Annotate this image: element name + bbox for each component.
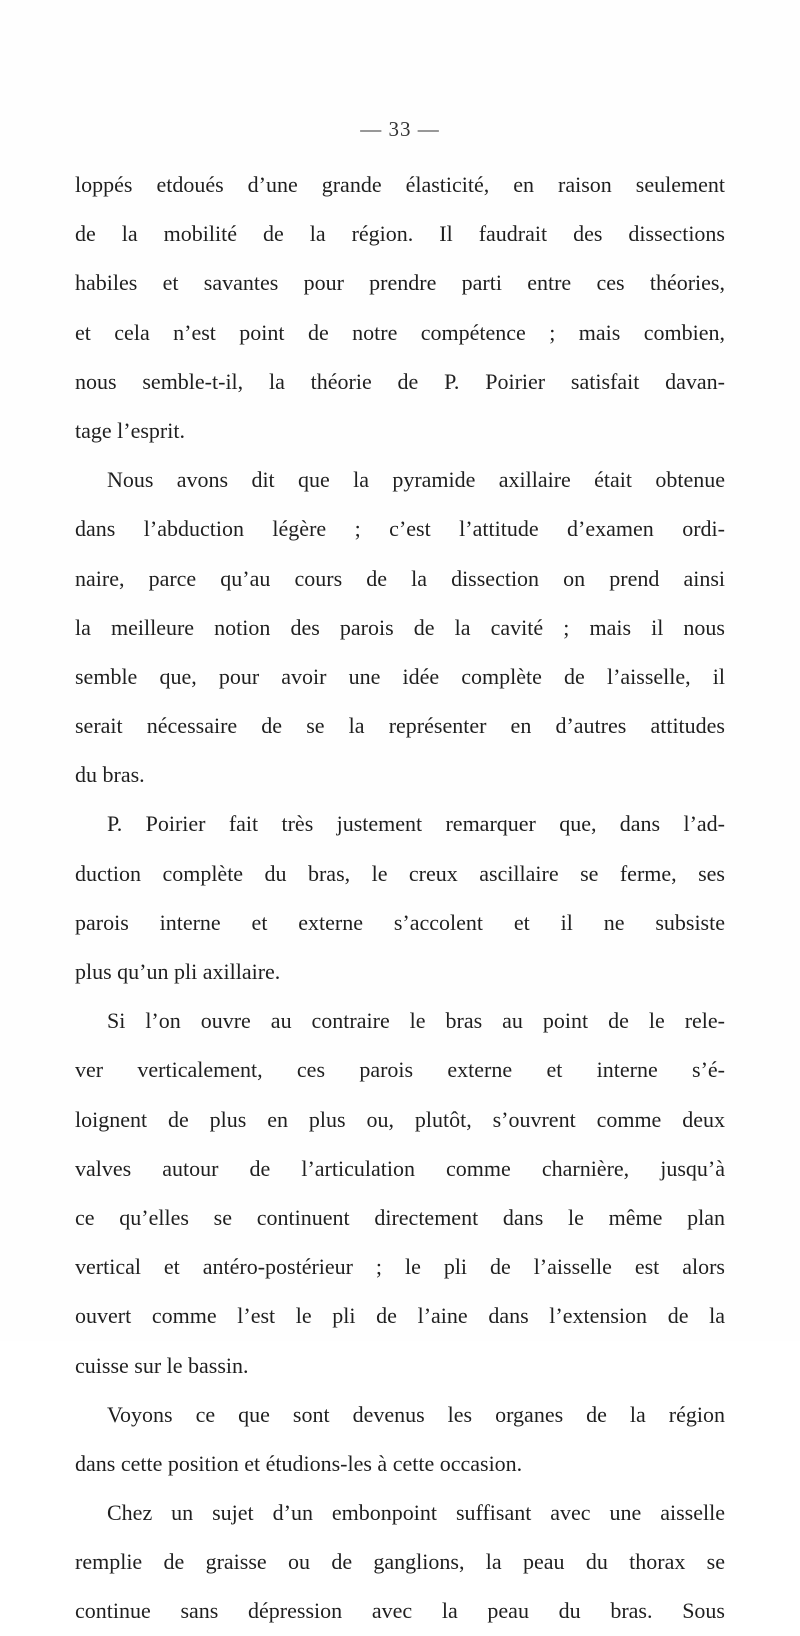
text-line: naire, parce qu’au cours de la dissection on prend ainsi	[75, 565, 725, 591]
text-line: ouvert comme l’est le pli de l’aine dans l’extension de la	[75, 1303, 725, 1329]
text-line: nous semble-t-il, la théorie de P. Poirier satisfait davan-	[75, 368, 725, 394]
text-line: semble que, pour avoir une idée complète de l’aisselle, il	[75, 663, 725, 689]
text-line: habiles et savantes pour prendre parti entre ces théories,	[75, 270, 725, 296]
text-line: P. Poirier fait très justement remarquer que, dans l’ad-	[107, 811, 725, 837]
body-text	[75, 160, 725, 1636]
page-number: — 33 —	[360, 117, 440, 141]
text-line: ver verticalement, ces parois externe et interne s’é-	[75, 1057, 725, 1083]
text-line: la meilleure notion des parois de la cavité ; mais il nous	[75, 614, 725, 640]
text-line: cuisse sur le bassin.	[75, 1352, 249, 1378]
text-line: ce qu’elles se continuent directement dans le même plan	[75, 1204, 725, 1230]
text-line: remplie de graisse ou de ganglions, la peau du thorax se	[75, 1549, 725, 1575]
text-line: dans l’abduction légère ; c’est l’attitude d’examen ordi-	[75, 516, 725, 542]
text-line: dans cette position et étudions-les à cette occasion.	[75, 1450, 523, 1476]
text-line: Si l’on ouvre au contraire le bras au point de le rele-	[107, 1008, 725, 1034]
text-line: loppés etdoués d’une grande élasticité, en raison seulement	[75, 172, 725, 197]
text-line: duction complète du bras, le creux ascillaire se ferme, ses	[75, 860, 725, 886]
text-line: Chez un sujet d’un embonpoint suffisant avec une aisselle	[107, 1500, 725, 1526]
text-line: plus qu’un pli axillaire.	[75, 959, 281, 984]
text-line: Voyons ce que sont devenus les organes de la région	[107, 1401, 725, 1427]
text-line: vertical et antéro-postérieur ; le pli de l’aisselle est alors	[75, 1254, 725, 1280]
text-line: Nous avons dit que la pyramide axillaire était obtenue	[107, 467, 725, 493]
text-line: loignent de plus en plus ou, plutôt, s’ouvrent comme deux	[75, 1106, 725, 1132]
text-line: et cela n’est point de notre compétence ; mais combien,	[75, 319, 725, 345]
text-line: valves autour de l’articulation comme charnière, jusqu’à	[75, 1155, 725, 1181]
text-line: tage l’esprit.	[75, 417, 185, 443]
text-line: continue sans dépression avec la peau du bras. Sous	[75, 1598, 725, 1624]
text-line: de la mobilité de la région. Il faudrait des dissections	[75, 221, 725, 247]
text-line: serait nécessaire de se la représenter en d’autres attitudes	[75, 713, 725, 739]
text-line: du bras.	[75, 762, 145, 788]
text-line: parois interne et externe s’accolent et il ne subsiste	[75, 909, 725, 935]
